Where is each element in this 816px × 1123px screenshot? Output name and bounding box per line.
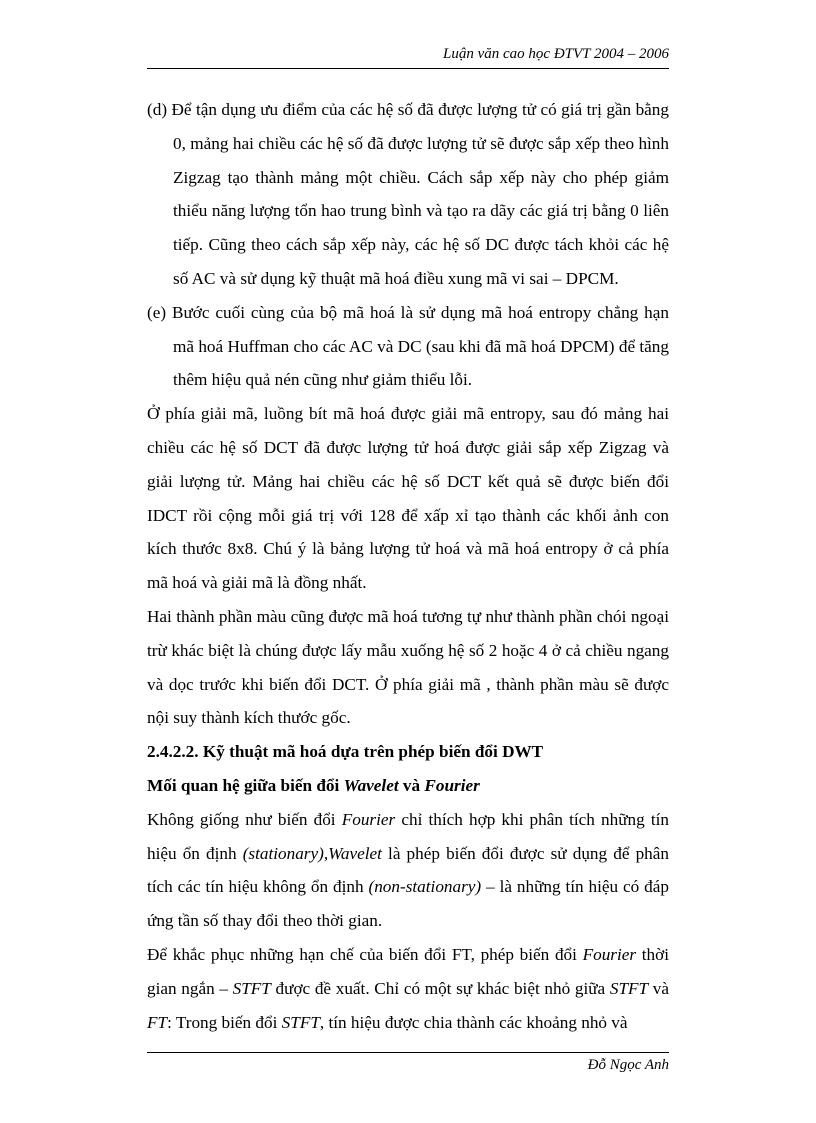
term-stft: STFT [609, 978, 649, 998]
term-non-stationary: (non-stationary) [368, 877, 482, 897]
text-run: – là những tín hiệu có đáp ứng tần số thay đổi theo thời gian. [147, 877, 669, 931]
term-stft: STFT [281, 1012, 320, 1032]
text-run: chỉ thích hợp khi phân tích những tín hiệu ổn định [147, 809, 669, 863]
text-run: thời gian ngắn – [147, 944, 669, 998]
term-stft: STFT [232, 978, 271, 998]
term-fourier: Fourier [582, 944, 637, 964]
text-run: được đề xuất. Chỉ có một sự khác biệt nhỏ giữa [270, 978, 610, 998]
text-run: , tín hiệu được chia thành các khoảng nhỏ và [319, 1012, 628, 1032]
text-run: và [648, 978, 669, 998]
term-wavelet: Wavelet [328, 843, 382, 863]
page-body [147, 93, 669, 1039]
text-run: là phép biến đổi được sử dụng để phân tích các tín hiệu không ổn định [147, 843, 669, 897]
section-heading: 2.4.2.2. Kỹ thuật mã hoá dựa trên phép biến đổi DWT [147, 742, 544, 762]
list-item-e: (e) Bước cuối cùng của bộ mã hoá là sử dụng mã hoá entropy chẳng hạn mã hoá Huffman cho các AC và DC (sau khi đã mã hoá DPCM) để tăng thêm hiệu quả nén cũng như giảm thiểu lỗi. [147, 302, 669, 390]
running-footer: Đỗ Ngọc Anh [587, 1057, 669, 1073]
header-rule [147, 68, 669, 69]
subheading-prefix: Mối quan hệ giữa biến đổi [147, 775, 344, 795]
text-run: : Trong biến đổi [167, 1012, 282, 1032]
subsection-heading [147, 769, 669, 803]
subheading-wavelet: Wavelet [343, 775, 399, 795]
term-fourier: Fourier [341, 809, 396, 829]
term-stationary: (stationary) [242, 843, 324, 863]
text-run: Không giống như biến đổi [147, 809, 342, 829]
running-header: Luận văn cao học ĐTVT 2004 – 2006 [443, 46, 669, 62]
list-item-d: (d) Để tận dụng ưu điểm của các hệ số đã được lượng tử có giá trị gần bằng 0, mảng hai chiều các hệ số đã được lượng tử sẽ được sắp xếp theo hình Zigzag tạo thành mảng một chiều. Cách sắp xếp này cho phép giảm thiểu năng lượng tổn hao trung bình và tạo ra dãy các giá trị bằng 0 liên tiếp. Cũng theo cách sắp xếp này, các hệ số DC được tách khỏi các hệ số AC và sử dụng kỹ thuật mã hoá điều xung mã vi sai – DPCM. [147, 100, 669, 288]
text-run: , [323, 843, 329, 863]
term-ft: FT [147, 1012, 168, 1032]
footer-rule [147, 1052, 669, 1053]
paragraph-decoding: Ở phía giải mã, luồng bít mã hoá được giải mã entropy, sau đó mảng hai chiều các hệ số DCT đã được lượng tử hoá được giải sắp xếp Zigzag và giải lượng tử. Mảng hai chiều các hệ số DCT kết quả sẽ được biến đổi IDCT rồi cộng mỗi giá trị với 128 để xấp xỉ tạo thành các khối ảnh con kích thước 8x8. Chú ý là bảng lượng tử hoá và mã hoá entropy ở cả phía mã hoá và giải mã là đồng nhất. [147, 404, 669, 593]
paragraph-stft [147, 938, 669, 1039]
subheading-and: và [398, 775, 425, 795]
paragraph-wavelet [147, 803, 669, 938]
text-run: Để khắc phục những hạn chế của biến đổi FT, phép biến đổi [147, 944, 583, 964]
subheading-fourier: Fourier [424, 775, 480, 795]
paragraph-color-components: Hai thành phần màu cũng được mã hoá tương tự như thành phần chói ngoại trừ khác biệt là chúng được lấy mẫu xuống hệ số 2 hoặc 4 ở cả chiều ngang và dọc trước khi biến đổi DCT. Ở phía giải mã , thành phần màu sẽ được nội suy thành kích thước gốc. [147, 606, 669, 728]
